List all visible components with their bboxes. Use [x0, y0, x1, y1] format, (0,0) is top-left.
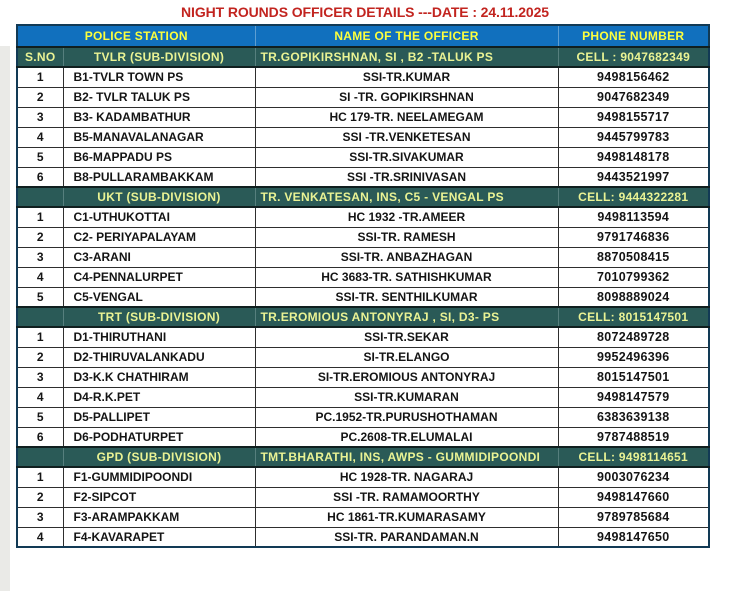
sno-cell: 5: [17, 147, 63, 167]
division-cell-number: CELL : 9047682349: [558, 47, 709, 67]
phone-cell: 6383639138: [558, 407, 709, 427]
station-cell: D4-R.K.PET: [63, 387, 255, 407]
division-name: UKT (SUB-DIVISION): [63, 187, 255, 207]
division-name: TRT (SUB-DIVISION): [63, 307, 255, 327]
table-row: [17, 127, 709, 147]
station-cell: B3- KADAMBATHUR: [63, 107, 255, 127]
table-row: [17, 327, 709, 347]
sno-cell: 1: [17, 467, 63, 487]
officer-cell: HC 179-TR. NEELAMEGAM: [255, 107, 558, 127]
phone-cell: 8098889024: [558, 287, 709, 307]
sno-cell: 4: [17, 527, 63, 547]
sno-cell: 1: [17, 327, 63, 347]
table-row: [17, 287, 709, 307]
sno-cell: 2: [17, 87, 63, 107]
sno-cell: 2: [17, 487, 63, 507]
phone-cell: 7010799362: [558, 267, 709, 287]
station-cell: D5-PALLIPET: [63, 407, 255, 427]
officer-cell: HC 1932 -TR.AMEER: [255, 207, 558, 227]
sno-cell: 4: [17, 387, 63, 407]
sno-cell: 4: [17, 127, 63, 147]
station-cell: F2-SIPCOT: [63, 487, 255, 507]
station-cell: B1-TVLR TOWN PS: [63, 67, 255, 87]
division-incharge: TR.GOPIKIRSHNAN, SI , B2 -TALUK PS: [255, 47, 558, 67]
division-header-row: [17, 47, 709, 67]
officer-cell: SSI-TR.SEKAR: [255, 327, 558, 347]
station-cell: B6-MAPPADU PS: [63, 147, 255, 167]
station-cell: F4-KAVARAPET: [63, 527, 255, 547]
division-sno-label: S.NO: [17, 47, 63, 67]
phone-cell: 9498155717: [558, 107, 709, 127]
sno-cell: 3: [17, 367, 63, 387]
table-row: [17, 507, 709, 527]
division-name: GPD (SUB-DIVISION): [63, 447, 255, 467]
table-row: [17, 427, 709, 447]
officer-cell: SSI -TR. RAMAMOORTHY: [255, 487, 558, 507]
division-incharge: TR.EROMIOUS ANTONYRAJ , SI, D3- PS: [255, 307, 558, 327]
sno-cell: 3: [17, 107, 63, 127]
station-cell: C3-ARANI: [63, 247, 255, 267]
station-cell: C1-UTHUKOTTAI: [63, 207, 255, 227]
division-incharge: TMT.BHARATHI, INS, AWPS - GUMMIDIPOONDI: [255, 447, 558, 467]
division-sno-label: [17, 307, 63, 327]
officer-cell: SSI -TR.VENKETESAN: [255, 127, 558, 147]
division-sno-label: [17, 447, 63, 467]
sno-cell: 5: [17, 287, 63, 307]
station-cell: D6-PODHATURPET: [63, 427, 255, 447]
officer-cell: SSI-TR.KUMAR: [255, 67, 558, 87]
phone-cell: 9047682349: [558, 87, 709, 107]
division-sno-label: [17, 187, 63, 207]
officer-table: [16, 24, 710, 548]
sno-cell: 3: [17, 507, 63, 527]
col-header-officer-name: NAME OF THE OFFICER: [255, 25, 558, 47]
sno-cell: 5: [17, 407, 63, 427]
station-cell: D2-THIRUVALANKADU: [63, 347, 255, 367]
division-header-row: [17, 307, 709, 327]
officer-cell: SSI-TR. RAMESH: [255, 227, 558, 247]
table-row: [17, 167, 709, 187]
sno-cell: 6: [17, 427, 63, 447]
station-cell: C4-PENNALURPET: [63, 267, 255, 287]
phone-cell: 9498156462: [558, 67, 709, 87]
table-row: [17, 247, 709, 267]
division-name: TVLR (SUB-DIVISION): [63, 47, 255, 67]
phone-cell: 8870508415: [558, 247, 709, 267]
officer-cell: SSI-TR. SENTHILKUMAR: [255, 287, 558, 307]
station-cell: D3-K.K CHATHIRAM: [63, 367, 255, 387]
table-row: [17, 267, 709, 287]
phone-cell: 9003076234: [558, 467, 709, 487]
table-row: [17, 107, 709, 127]
sno-cell: 2: [17, 347, 63, 367]
phone-cell: 9498113594: [558, 207, 709, 227]
table-row: [17, 147, 709, 167]
officer-cell: SSI-TR. ANBAZHAGAN: [255, 247, 558, 267]
table-row: [17, 387, 709, 407]
phone-cell: 9498147660: [558, 487, 709, 507]
table-row: [17, 347, 709, 367]
phone-cell: 9445799783: [558, 127, 709, 147]
phone-cell: 9952496396: [558, 347, 709, 367]
station-cell: B8-PULLARAMBAKKAM: [63, 167, 255, 187]
officer-cell: SI-TR.EROMIOUS ANTONYRAJ: [255, 367, 558, 387]
station-cell: B2- TVLR TALUK PS: [63, 87, 255, 107]
table-row: [17, 407, 709, 427]
col-header-police-station: POLICE STATION: [17, 25, 255, 47]
station-cell: F1-GUMMIDIPOONDI: [63, 467, 255, 487]
sno-cell: 1: [17, 67, 63, 87]
col-header-phone-number: PHONE NUMBER: [558, 25, 709, 47]
phone-cell: 9498147579: [558, 387, 709, 407]
officer-cell: SSI-TR. PARANDAMAN.N: [255, 527, 558, 547]
station-cell: F3-ARAMPAKKAM: [63, 507, 255, 527]
officer-cell: SI-TR.ELANGO: [255, 347, 558, 367]
division-header-row: [17, 187, 709, 207]
officer-cell: HC 1861-TR.KUMARASAMY: [255, 507, 558, 527]
officer-cell: SSI-TR.KUMARAN: [255, 387, 558, 407]
sno-cell: 6: [17, 167, 63, 187]
column-header-row: [17, 25, 709, 47]
phone-cell: 9791746836: [558, 227, 709, 247]
table-row: [17, 487, 709, 507]
division-incharge: TR. VENKATESAN, INS, C5 - VENGAL PS: [255, 187, 558, 207]
scan-edge-artifact: [0, 46, 10, 591]
station-cell: C2- PERIYAPALAYAM: [63, 227, 255, 247]
officer-cell: HC 3683-TR. SATHISHKUMAR: [255, 267, 558, 287]
division-cell-number: CELL: 9444322281: [558, 187, 709, 207]
division-header-row: [17, 447, 709, 467]
phone-cell: 9498147650: [558, 527, 709, 547]
phone-cell: 9498148178: [558, 147, 709, 167]
sno-cell: 4: [17, 267, 63, 287]
division-cell-number: CELL: 9498114651: [558, 447, 709, 467]
officer-cell: HC 1928-TR. NAGARAJ: [255, 467, 558, 487]
station-cell: B5-MANAVALANAGAR: [63, 127, 255, 147]
table-row: [17, 67, 709, 87]
table-row: [17, 527, 709, 547]
page-title: NIGHT ROUNDS OFFICER DETAILS ---DATE : 24.11.2025: [181, 4, 549, 20]
phone-cell: 8072489728: [558, 327, 709, 347]
station-cell: D1-THIRUTHANI: [63, 327, 255, 347]
station-cell: C5-VENGAL: [63, 287, 255, 307]
phone-cell: 9787488519: [558, 427, 709, 447]
phone-cell: 8015147501: [558, 367, 709, 387]
division-cell-number: CELL: 8015147501: [558, 307, 709, 327]
officer-cell: SSI -TR.SRINIVASAN: [255, 167, 558, 187]
officer-cell: PC.1952-TR.PURUSHOTHAMAN: [255, 407, 558, 427]
table-row: [17, 87, 709, 107]
officer-cell: SI -TR. GOPIKIRSHNAN: [255, 87, 558, 107]
table-row: [17, 367, 709, 387]
table-row: [17, 467, 709, 487]
phone-cell: 9789785684: [558, 507, 709, 527]
table-row: [17, 227, 709, 247]
sno-cell: 1: [17, 207, 63, 227]
sno-cell: 2: [17, 227, 63, 247]
table-row: [17, 207, 709, 227]
phone-cell: 9443521997: [558, 167, 709, 187]
officer-cell: SSI-TR.SIVAKUMAR: [255, 147, 558, 167]
officer-cell: PC.2608-TR.ELUMALAI: [255, 427, 558, 447]
sno-cell: 3: [17, 247, 63, 267]
